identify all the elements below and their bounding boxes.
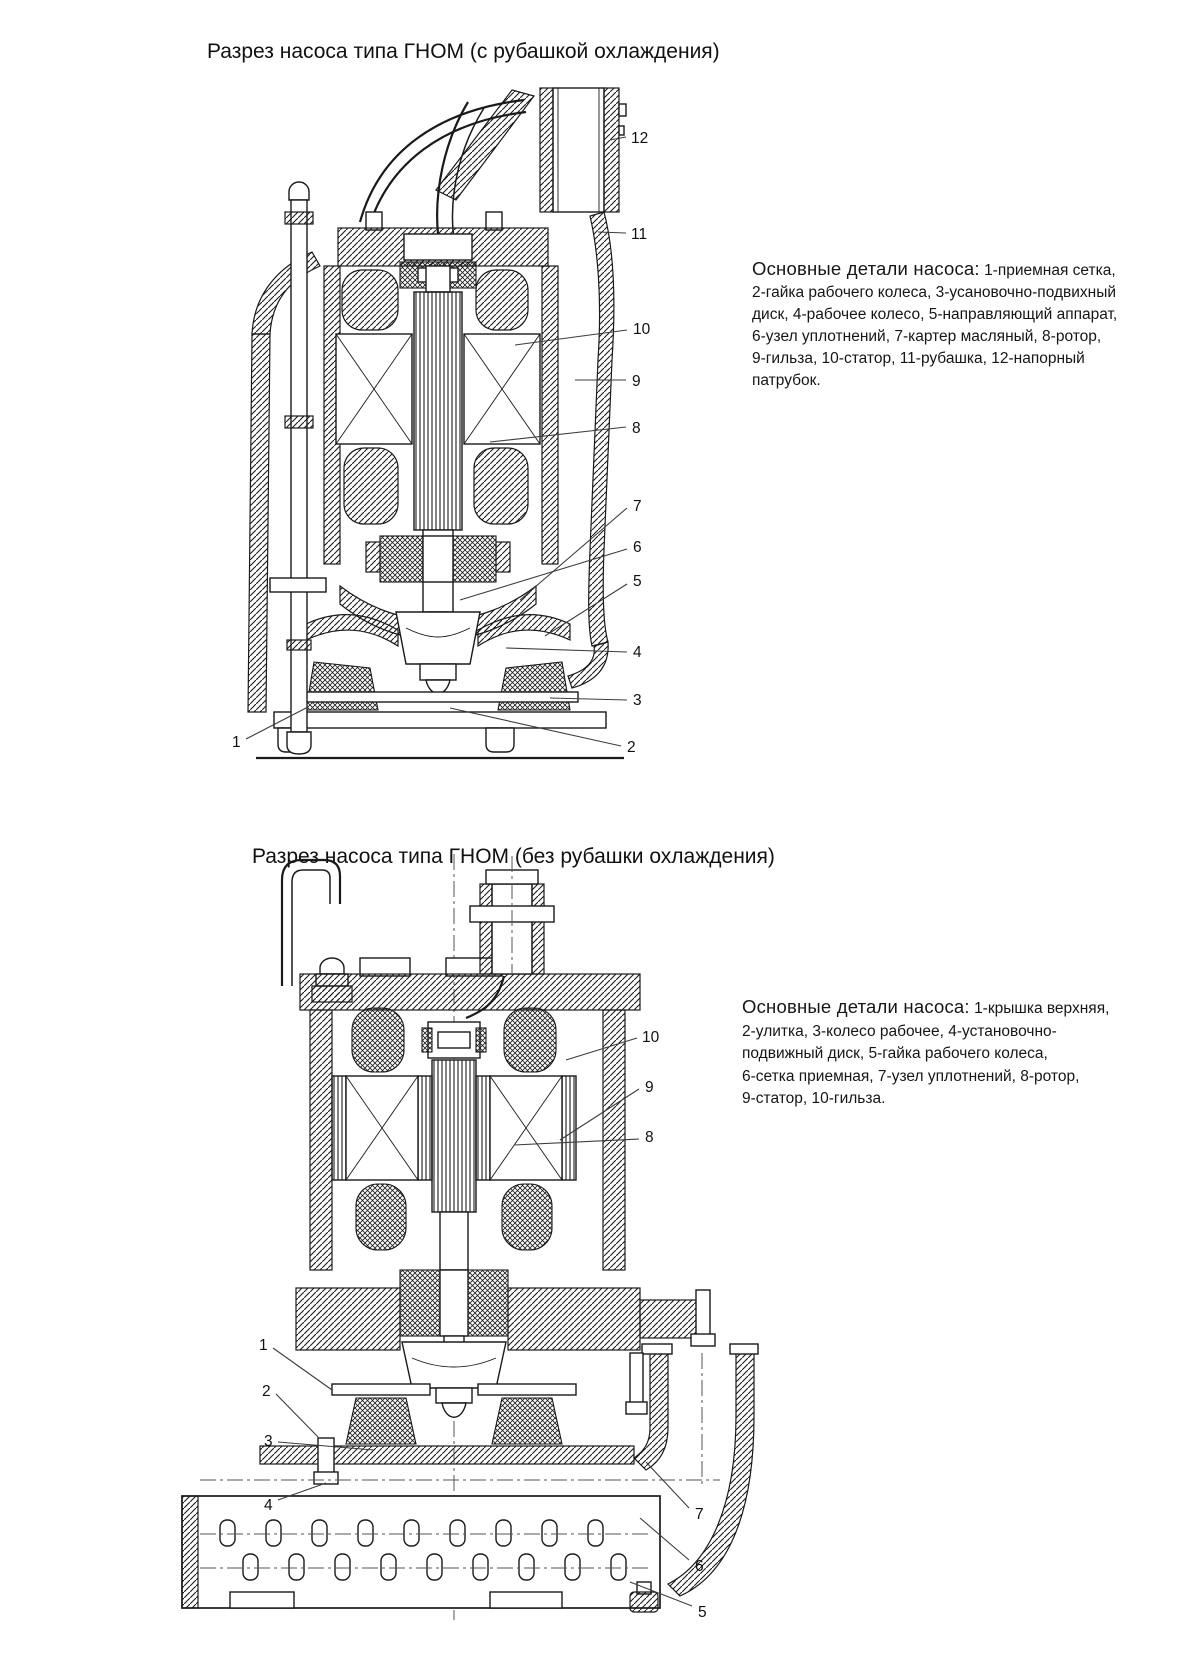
callout-label-5: 5 bbox=[633, 573, 642, 590]
callout-label-10: 10 bbox=[633, 321, 651, 338]
caption-line: 9-гильза, 10-статор, 11-рубашка, 12-напорный bbox=[752, 350, 1085, 367]
caption-line: Основные детали насоса: 1-крышка верхняя, bbox=[742, 996, 1110, 1017]
callout-label-9: 9 bbox=[645, 1079, 654, 1096]
callout-label-1: 1 bbox=[232, 734, 241, 751]
discharge-pipe bbox=[540, 88, 626, 212]
callout-label-12: 12 bbox=[631, 130, 649, 147]
impeller-nut bbox=[436, 1388, 472, 1417]
callout-label-4: 4 bbox=[633, 644, 642, 661]
caption-line: 6-узел уплотнений, 7-картер масляный, 8-ротор, bbox=[752, 328, 1102, 345]
callout-label-6: 6 bbox=[695, 1558, 704, 1575]
callout-label-5: 5 bbox=[698, 1604, 707, 1621]
rotor bbox=[432, 1060, 476, 1270]
motor-cover bbox=[338, 212, 548, 266]
callout-label-8: 8 bbox=[632, 420, 641, 437]
callout-label-11: 11 bbox=[631, 226, 648, 243]
caption-line: патрубок. bbox=[752, 372, 821, 389]
impeller bbox=[402, 1342, 506, 1388]
callout-label-1: 1 bbox=[259, 1337, 268, 1354]
section2-title: Разрез насоса типа ГНОМ (без рубашки охлаждения) bbox=[252, 845, 775, 868]
impeller bbox=[396, 612, 480, 664]
callout-label-10: 10 bbox=[642, 1029, 660, 1046]
caption-line: 2-улитка, 3-колесо рабочее, 4-установочно- bbox=[742, 1022, 1057, 1040]
pump-without-jacket-drawing bbox=[160, 848, 980, 1654]
callout-label-2: 2 bbox=[262, 1383, 271, 1400]
section1-title: Разрез насоса типа ГНОМ (с рубашкой охлаждения) bbox=[207, 40, 720, 63]
callout-label-6: 6 bbox=[633, 539, 642, 556]
strainer-box bbox=[182, 1496, 660, 1608]
caption-line: Основные детали насоса: 1-приемная сетка, bbox=[752, 258, 1116, 279]
caption-line: 9-статор, 10-гильза. bbox=[742, 1090, 886, 1107]
callout-label-2: 2 bbox=[627, 739, 636, 756]
caption-line: подвижный диск, 5-гайка рабочего колеса, bbox=[742, 1045, 1048, 1062]
callout-label-4: 4 bbox=[264, 1497, 273, 1514]
carry-handle bbox=[360, 90, 534, 230]
top-cover bbox=[300, 958, 640, 1010]
caption-lead: Основные детали насоса: bbox=[752, 258, 980, 279]
caption-line: диск, 4-рабочее колесо, 5-направляющий аппарат, bbox=[752, 306, 1118, 323]
callout-label-3: 3 bbox=[264, 1433, 273, 1450]
callout-label-8: 8 bbox=[645, 1129, 654, 1146]
callout-label-7: 7 bbox=[633, 498, 642, 515]
callout-label-9: 9 bbox=[632, 373, 641, 390]
callout-label-3: 3 bbox=[633, 692, 642, 709]
seal-unit bbox=[366, 536, 510, 582]
caption-line: 2-гайка рабочего колеса, 3-усановочно-подвихный bbox=[752, 284, 1117, 301]
top-bearing bbox=[422, 1022, 486, 1058]
section1-caption bbox=[752, 258, 1132, 392]
caption-line: 6-сетка приемная, 7-узел уплотнений, 8-ротор, bbox=[742, 1067, 1080, 1085]
callout-label-7: 7 bbox=[695, 1506, 704, 1523]
pump-with-jacket-drawing bbox=[190, 80, 690, 780]
impeller-nut bbox=[420, 664, 456, 694]
caption-lead: Основные детали насоса: bbox=[742, 996, 970, 1017]
